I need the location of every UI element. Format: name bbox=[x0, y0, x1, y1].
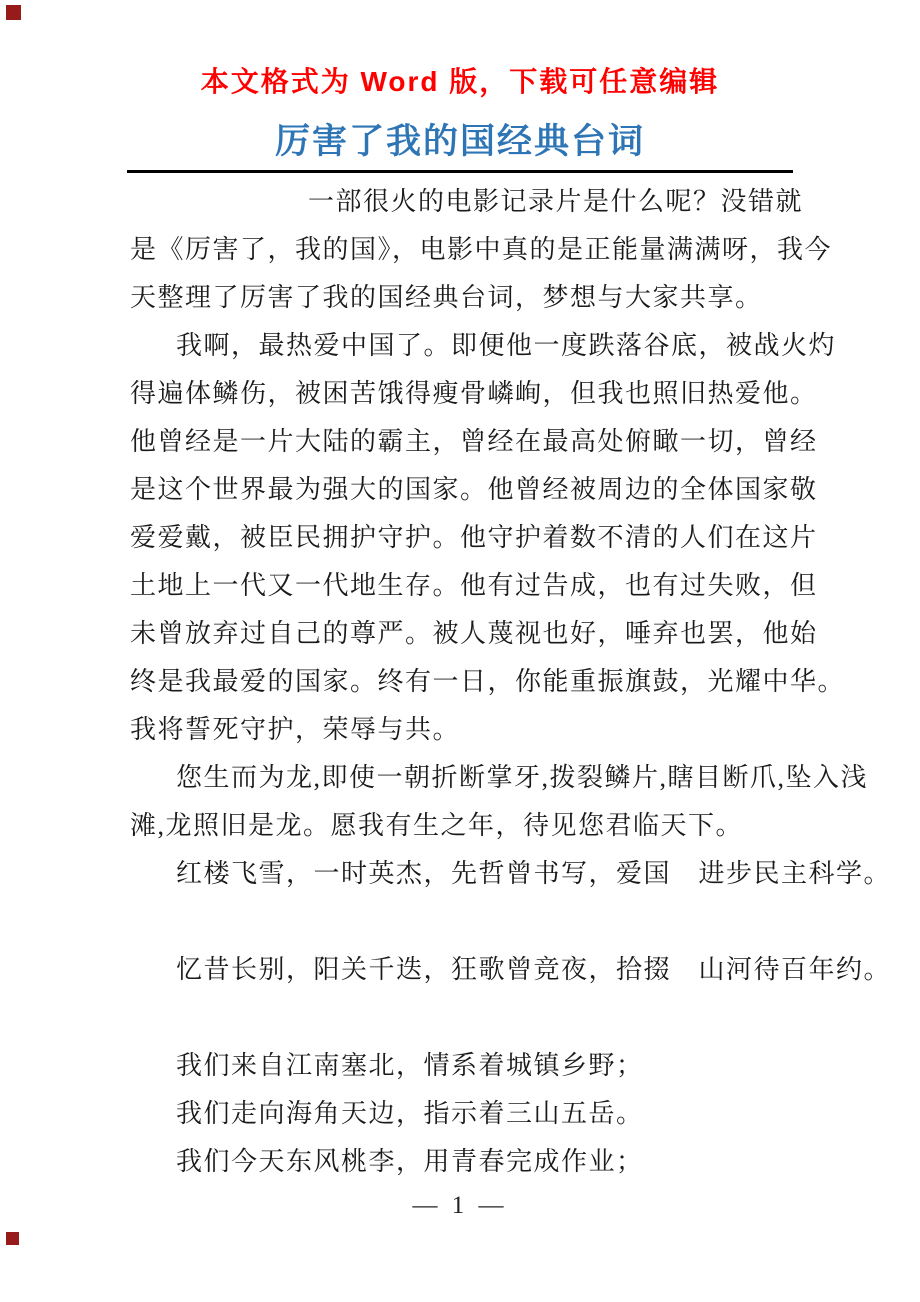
text-line: 终是我最爱的国家。终有一日，你能重振旗鼓，光耀中华。 bbox=[130, 667, 846, 696]
text-line: 他曾经是一片大陆的霸主，曾经在最高处俯瞰一切，曾经 bbox=[130, 427, 818, 456]
text-line: 滩,龙照旧是龙。愿我有生之年，待见您君临天下。 bbox=[130, 811, 744, 840]
text-line bbox=[130, 994, 792, 1042]
text-line: 我将誓死守护，荣辱与共。 bbox=[130, 715, 461, 744]
text-line: 爱爱戴，被臣民拥护守护。他守护着数不清的人们在这片 bbox=[130, 523, 818, 552]
text-line bbox=[130, 898, 792, 946]
page-number: — 1 — bbox=[412, 1192, 508, 1219]
text-line: 我们今天东风桃李，用青春完成作业； bbox=[176, 1147, 644, 1176]
format-notice: 本文格式为 Word 版，下载可任意编辑 bbox=[200, 66, 720, 97]
text-line: 我啊，最热爱中国了。即便他一度跌落谷底，被战火灼 bbox=[176, 331, 837, 360]
text-line: 土地上一代又一代地生存。他有过告成，也有过失败，但 bbox=[130, 571, 818, 600]
text-line: 天整理了厉害了我的国经典台词，梦想与大家共享。 bbox=[130, 283, 763, 312]
corner-mark-bottom-left bbox=[6, 1232, 19, 1245]
text-line: 您生而为龙,即使一朝折断掌牙,拨裂鳞片,瞎目断爪,坠入浅 bbox=[176, 763, 869, 792]
text-line: 红楼飞雪，一时英杰，先哲曾书写，爱国 进步民主科学。 bbox=[176, 859, 892, 888]
title-underline bbox=[127, 170, 793, 173]
text-line: 是《厉害了，我的国》，电影中真的是正能量满满呀，我今 bbox=[130, 235, 833, 264]
text-line: 我们来自江南塞北，情系着城镇乡野； bbox=[176, 1051, 644, 1080]
page-title: 厉害了我的国经典台词 bbox=[274, 122, 645, 161]
document-body bbox=[130, 178, 892, 1186]
text-line: 一部很火的电影记录片是什么呢？没错就 bbox=[308, 187, 804, 216]
text-line: 是这个世界最为强大的国家。他曾经被周边的全体国家敬 bbox=[130, 475, 818, 504]
text-line: 未曾放弃过自己的尊严。被人蔑视也好，唾弃也罢，他始 bbox=[130, 619, 818, 648]
text-line: 我们走向海角天边，指示着三山五岳。 bbox=[176, 1099, 644, 1128]
text-line: 得遍体鳞伤，被困苦饿得瘦骨嶙峋，但我也照旧热爱他。 bbox=[130, 379, 818, 408]
text-line: 忆昔长别，阳关千迭，狂歌曾竞夜，拾掇 山河待百年约。 bbox=[176, 955, 892, 984]
corner-mark-top-left bbox=[6, 5, 21, 20]
